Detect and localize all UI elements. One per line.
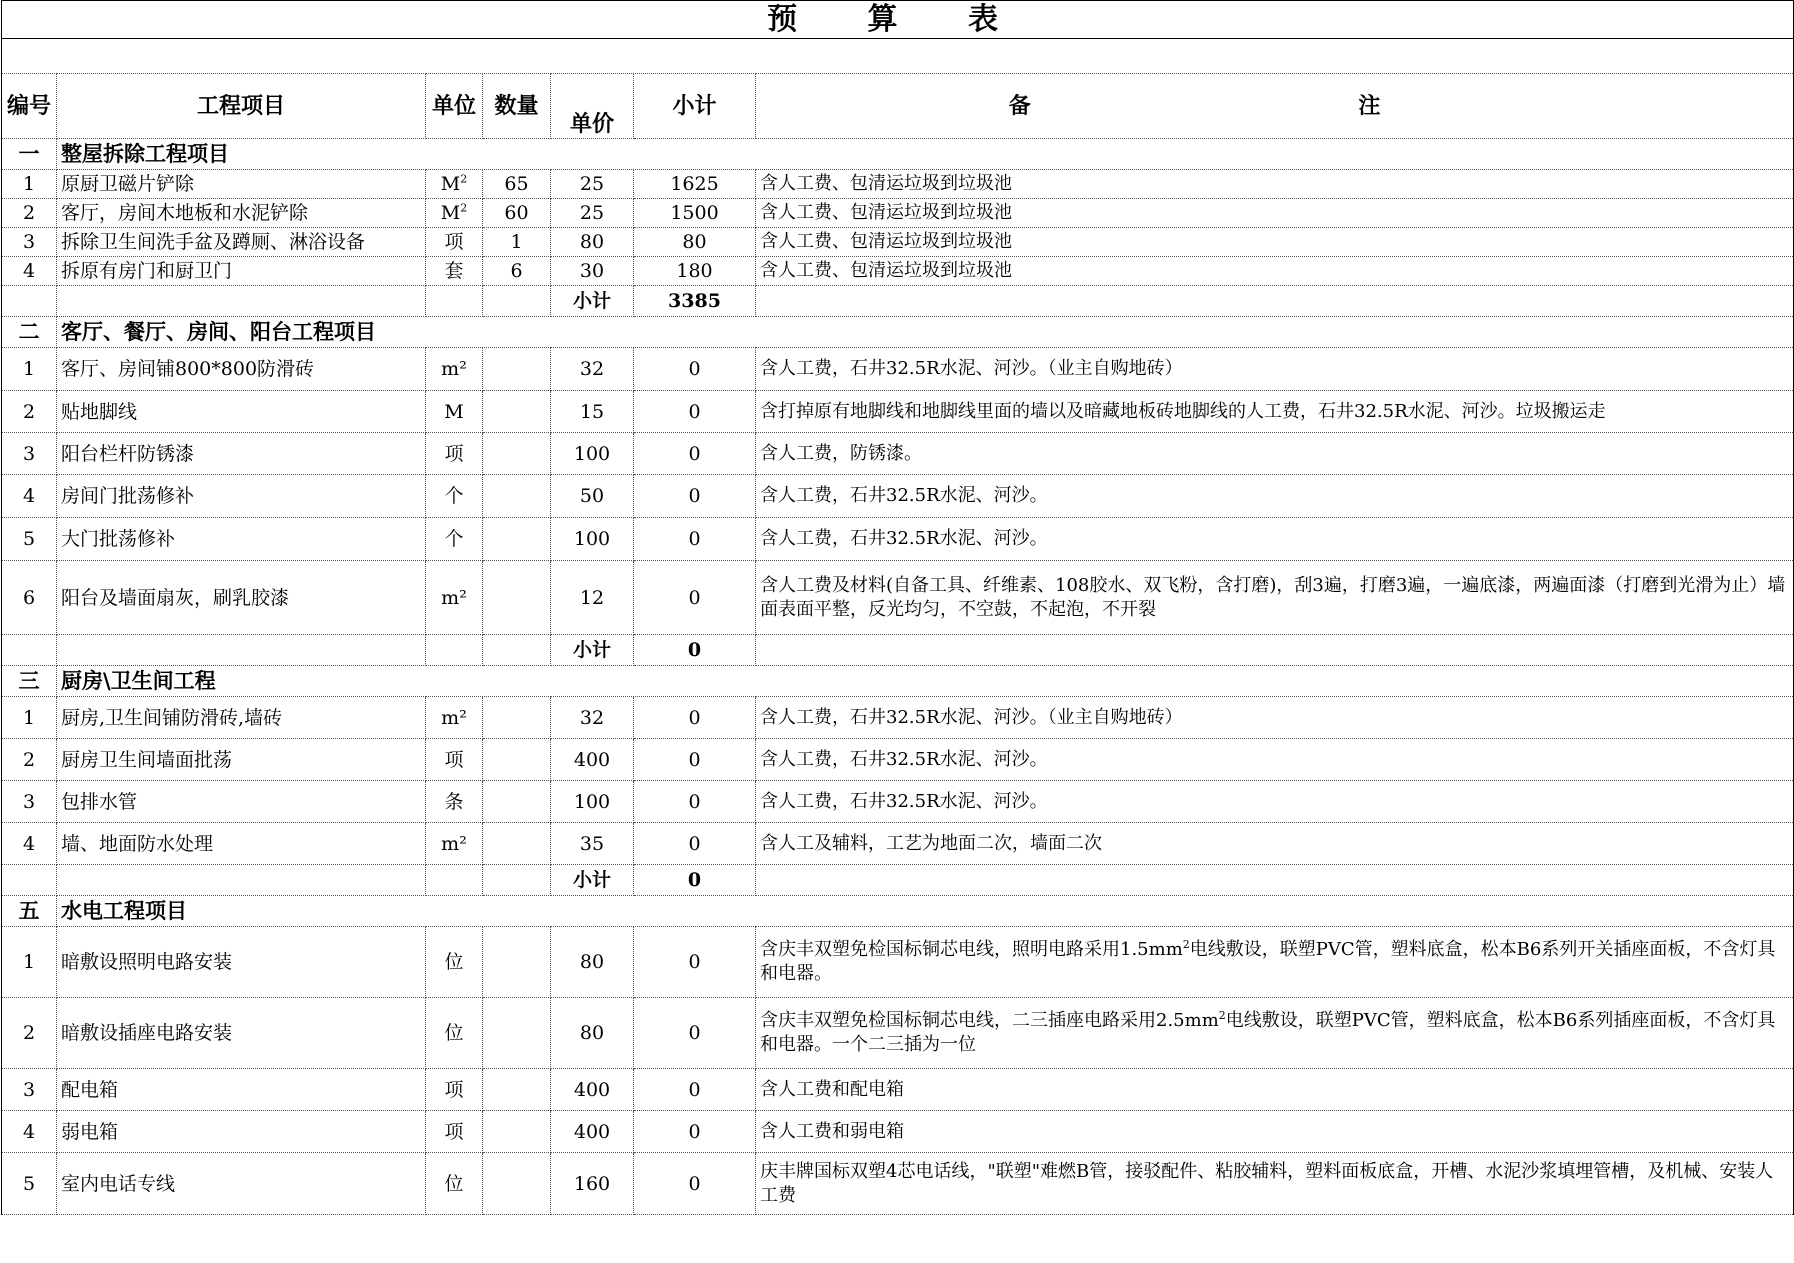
row-item: 弱电箱: [57, 1111, 426, 1153]
row-item: 配电箱: [57, 1069, 426, 1111]
row-subtotal: 0: [634, 475, 756, 518]
table-row: [2, 781, 1794, 823]
subtotal-label: 小计: [551, 865, 634, 896]
table-row: [2, 739, 1794, 781]
row-price: 100: [551, 518, 634, 561]
row-price: 25: [551, 170, 634, 199]
row-no: 2: [2, 998, 57, 1069]
row-subtotal: 1500: [634, 199, 756, 228]
header-subtotal: 小计: [634, 74, 756, 139]
table-row: [2, 823, 1794, 865]
row-price: 100: [551, 781, 634, 823]
row-subtotal: 1625: [634, 170, 756, 199]
budget-table: [1, 0, 1794, 1215]
row-unit: 位: [426, 1153, 483, 1215]
row-item: 原厨卫磁片铲除: [57, 170, 426, 199]
row-remark: 含人工费、包清运垃圾到垃圾池: [756, 257, 1794, 286]
row-item: 拆除卫生间洗手盆及蹲厕、淋浴设备: [57, 228, 426, 257]
subtotal-row: [2, 286, 1794, 317]
row-unit: 条: [426, 781, 483, 823]
row-unit: 项: [426, 1069, 483, 1111]
section-header: [2, 317, 1794, 348]
section-title: 整屋拆除工程项目: [57, 139, 1794, 170]
header-qty: 数量: [483, 74, 551, 139]
row-unit: m²: [426, 697, 483, 739]
row-item: 客厅，房间木地板和水泥铲除: [57, 199, 426, 228]
row-no: 5: [2, 518, 57, 561]
row-price: 160: [551, 1153, 634, 1215]
row-price: 400: [551, 1111, 634, 1153]
table-row: [2, 998, 1794, 1069]
row-remark: 含人工费，石井32.5R水泥、河沙。: [756, 475, 1794, 518]
row-qty: [483, 391, 551, 433]
table-row: [2, 257, 1794, 286]
table-row: [2, 697, 1794, 739]
row-item: 暗敷设照明电路安装: [57, 927, 426, 998]
header-no: 编号: [2, 74, 57, 139]
table-row: [2, 228, 1794, 257]
row-price: 25: [551, 199, 634, 228]
row-price: 15: [551, 391, 634, 433]
row-item: 厨房卫生间墙面批荡: [57, 739, 426, 781]
header-row: [2, 74, 1794, 139]
row-item: 大门批荡修补: [57, 518, 426, 561]
table-row: [2, 170, 1794, 199]
row-unit: 位: [426, 998, 483, 1069]
table-row: [2, 475, 1794, 518]
row-unit: m²: [426, 561, 483, 635]
row-item: 贴地脚线: [57, 391, 426, 433]
table-row: [2, 433, 1794, 475]
row-subtotal: 0: [634, 1069, 756, 1111]
row-unit: 项: [426, 228, 483, 257]
table-row: [2, 391, 1794, 433]
row-remark: 含人工费和配电箱: [756, 1069, 1794, 1111]
row-price: 400: [551, 739, 634, 781]
table-row: [2, 1153, 1794, 1215]
row-qty: [483, 823, 551, 865]
table-row: [2, 561, 1794, 635]
row-unit: 项: [426, 433, 483, 475]
row-price: 80: [551, 228, 634, 257]
row-subtotal: 0: [634, 1153, 756, 1215]
row-no: 4: [2, 1111, 57, 1153]
row-subtotal: 0: [634, 998, 756, 1069]
section-title: 客厅、餐厅、房间、阳台工程项目: [57, 317, 1794, 348]
row-qty: 6: [483, 257, 551, 286]
row-subtotal: 0: [634, 391, 756, 433]
row-item: 客厅、房间铺800*800防滑砖: [57, 348, 426, 391]
subtotal-row: [2, 635, 1794, 666]
row-qty: 1: [483, 228, 551, 257]
section-title: 水电工程项目: [57, 896, 1794, 927]
row-remark: 含人工及辅料，工艺为地面二次，墙面二次: [756, 823, 1794, 865]
row-item: 墙、地面防水处理: [57, 823, 426, 865]
row-unit: 个: [426, 518, 483, 561]
row-item: 包排水管: [57, 781, 426, 823]
row-remark: 含人工费，石井32.5R水泥、河沙。: [756, 781, 1794, 823]
row-remark: 含庆丰双塑免检国标铜芯电线，二三插座电路采用$2.5mm^2$电线敷设，联塑PVC管，塑料底盒，松本B6系列插座面板，不含灯具和电器。一个二三插为一位: [756, 998, 1794, 1069]
row-qty: [483, 433, 551, 475]
row-unit: 项: [426, 739, 483, 781]
row-subtotal: 80: [634, 228, 756, 257]
row-qty: [483, 475, 551, 518]
row-qty: [483, 739, 551, 781]
row-remark: 含人工费，石井32.5R水泥、河沙。（业主自购地砖）: [756, 348, 1794, 391]
row-unit: 项: [426, 1111, 483, 1153]
row-subtotal: 0: [634, 433, 756, 475]
row-remark: 含人工费，石井32.5R水泥、河沙。: [756, 739, 1794, 781]
row-price: 100: [551, 433, 634, 475]
row-qty: 65: [483, 170, 551, 199]
table-row: [2, 1111, 1794, 1153]
row-no: 2: [2, 739, 57, 781]
row-unit: $M^2$: [426, 199, 483, 228]
row-subtotal: 0: [634, 1111, 756, 1153]
row-qty: [483, 781, 551, 823]
row-unit: m²: [426, 823, 483, 865]
row-no: 3: [2, 781, 57, 823]
row-price: 400: [551, 1069, 634, 1111]
row-remark: 含庆丰双塑免检国标铜芯电线，照明电路采用$1.5mm^2$电线敷设，联塑PVC管，塑料底盒，松本B6系列开关插座面板，不含灯具和电器。: [756, 927, 1794, 998]
row-no: 3: [2, 433, 57, 475]
row-price: 30: [551, 257, 634, 286]
row-price: 80: [551, 927, 634, 998]
section-number: 二: [2, 317, 57, 348]
row-item: 拆原有房门和厨卫门: [57, 257, 426, 286]
row-no: 5: [2, 1153, 57, 1215]
row-item: 暗敷设插座电路安装: [57, 998, 426, 1069]
row-subtotal: 180: [634, 257, 756, 286]
page-title: 预 算 表: [2, 1, 1794, 39]
row-subtotal: 0: [634, 927, 756, 998]
row-item: 阳台栏杆防锈漆: [57, 433, 426, 475]
header-unit: 单位: [426, 74, 483, 139]
section-header: [2, 666, 1794, 697]
row-subtotal: 0: [634, 561, 756, 635]
table-row: [2, 927, 1794, 998]
row-qty: [483, 1111, 551, 1153]
row-unit: $M^2$: [426, 170, 483, 199]
row-qty: [483, 697, 551, 739]
row-price: 35: [551, 823, 634, 865]
row-no: 1: [2, 348, 57, 391]
row-unit: m²: [426, 348, 483, 391]
subtotal-label: 小计: [551, 286, 634, 317]
row-price: 50: [551, 475, 634, 518]
section-number: 三: [2, 666, 57, 697]
table-row: [2, 518, 1794, 561]
row-qty: [483, 518, 551, 561]
row-remark: 含人工费、包清运垃圾到垃圾池: [756, 228, 1794, 257]
row-qty: [483, 998, 551, 1069]
row-no: 2: [2, 391, 57, 433]
row-remark: 含人工费，石井32.5R水泥、河沙。（业主自购地砖）: [756, 697, 1794, 739]
row-no: 6: [2, 561, 57, 635]
section-header: [2, 139, 1794, 170]
header-remark: 备 注: [756, 74, 1794, 139]
row-item: 房间门批荡修补: [57, 475, 426, 518]
row-no: 1: [2, 697, 57, 739]
row-no: 4: [2, 823, 57, 865]
row-qty: [483, 348, 551, 391]
subtotal-row: [2, 865, 1794, 896]
section-title: 厨房\卫生间工程: [57, 666, 1794, 697]
row-no: 2: [2, 199, 57, 228]
row-no: 3: [2, 1069, 57, 1111]
row-unit: 套: [426, 257, 483, 286]
row-qty: [483, 1069, 551, 1111]
section-number: 五: [2, 896, 57, 927]
subtotal-label: 小计: [551, 635, 634, 666]
row-subtotal: 0: [634, 518, 756, 561]
row-qty: [483, 927, 551, 998]
row-no: 3: [2, 228, 57, 257]
row-remark: 含人工费，石井32.5R水泥、河沙。: [756, 518, 1794, 561]
row-remark: 含人工费及材料(自备工具、纤维素、108胶水、双飞粉，含打磨)，刮3遍，打磨3遍，一遍底漆，两遍面漆（打磨到光滑为止）墙面表面平整，反光均匀，不空鼓，不起泡，不开裂: [756, 561, 1794, 635]
subtotal-value: 0: [634, 865, 756, 896]
row-qty: 60: [483, 199, 551, 228]
row-subtotal: 0: [634, 697, 756, 739]
table-row: [2, 199, 1794, 228]
header-price: 单价: [551, 74, 634, 139]
row-remark: 含打掉原有地脚线和地脚线里面的墙以及暗藏地板砖地脚线的人工费，石井32.5R水泥、河沙。垃圾搬运走: [756, 391, 1794, 433]
row-subtotal: 0: [634, 781, 756, 823]
table-row: [2, 1069, 1794, 1111]
header-item: 工程项目: [57, 74, 426, 139]
table-row: [2, 348, 1794, 391]
row-remark: 庆丰牌国标双塑4芯电话线，"联塑"难燃B管，接驳配件、粘胶辅料，塑料面板底盒，开槽、水泥沙浆填埋管槽，及机械、安装人工费: [756, 1153, 1794, 1215]
row-no: 4: [2, 257, 57, 286]
row-item: 阳台及墙面扇灰，刷乳胶漆: [57, 561, 426, 635]
row-remark: 含人工费、包清运垃圾到垃圾池: [756, 199, 1794, 228]
row-price: 80: [551, 998, 634, 1069]
blank-row: [2, 39, 1794, 74]
section-number: 一: [2, 139, 57, 170]
row-item: 室内电话专线: [57, 1153, 426, 1215]
section-header: [2, 896, 1794, 927]
row-no: 4: [2, 475, 57, 518]
row-price: 32: [551, 348, 634, 391]
row-no: 1: [2, 927, 57, 998]
row-remark: 含人工费和弱电箱: [756, 1111, 1794, 1153]
row-unit: 个: [426, 475, 483, 518]
row-unit: 位: [426, 927, 483, 998]
subtotal-value: 3385: [634, 286, 756, 317]
row-unit: M: [426, 391, 483, 433]
row-remark: 含人工费、包清运垃圾到垃圾池: [756, 170, 1794, 199]
row-no: 1: [2, 170, 57, 199]
row-subtotal: 0: [634, 823, 756, 865]
row-item: 厨房,卫生间铺防滑砖,墙砖: [57, 697, 426, 739]
row-subtotal: 0: [634, 739, 756, 781]
subtotal-value: 0: [634, 635, 756, 666]
row-qty: [483, 561, 551, 635]
row-qty: [483, 1153, 551, 1215]
row-subtotal: 0: [634, 348, 756, 391]
row-remark: 含人工费，防锈漆。: [756, 433, 1794, 475]
row-price: 32: [551, 697, 634, 739]
row-price: 12: [551, 561, 634, 635]
